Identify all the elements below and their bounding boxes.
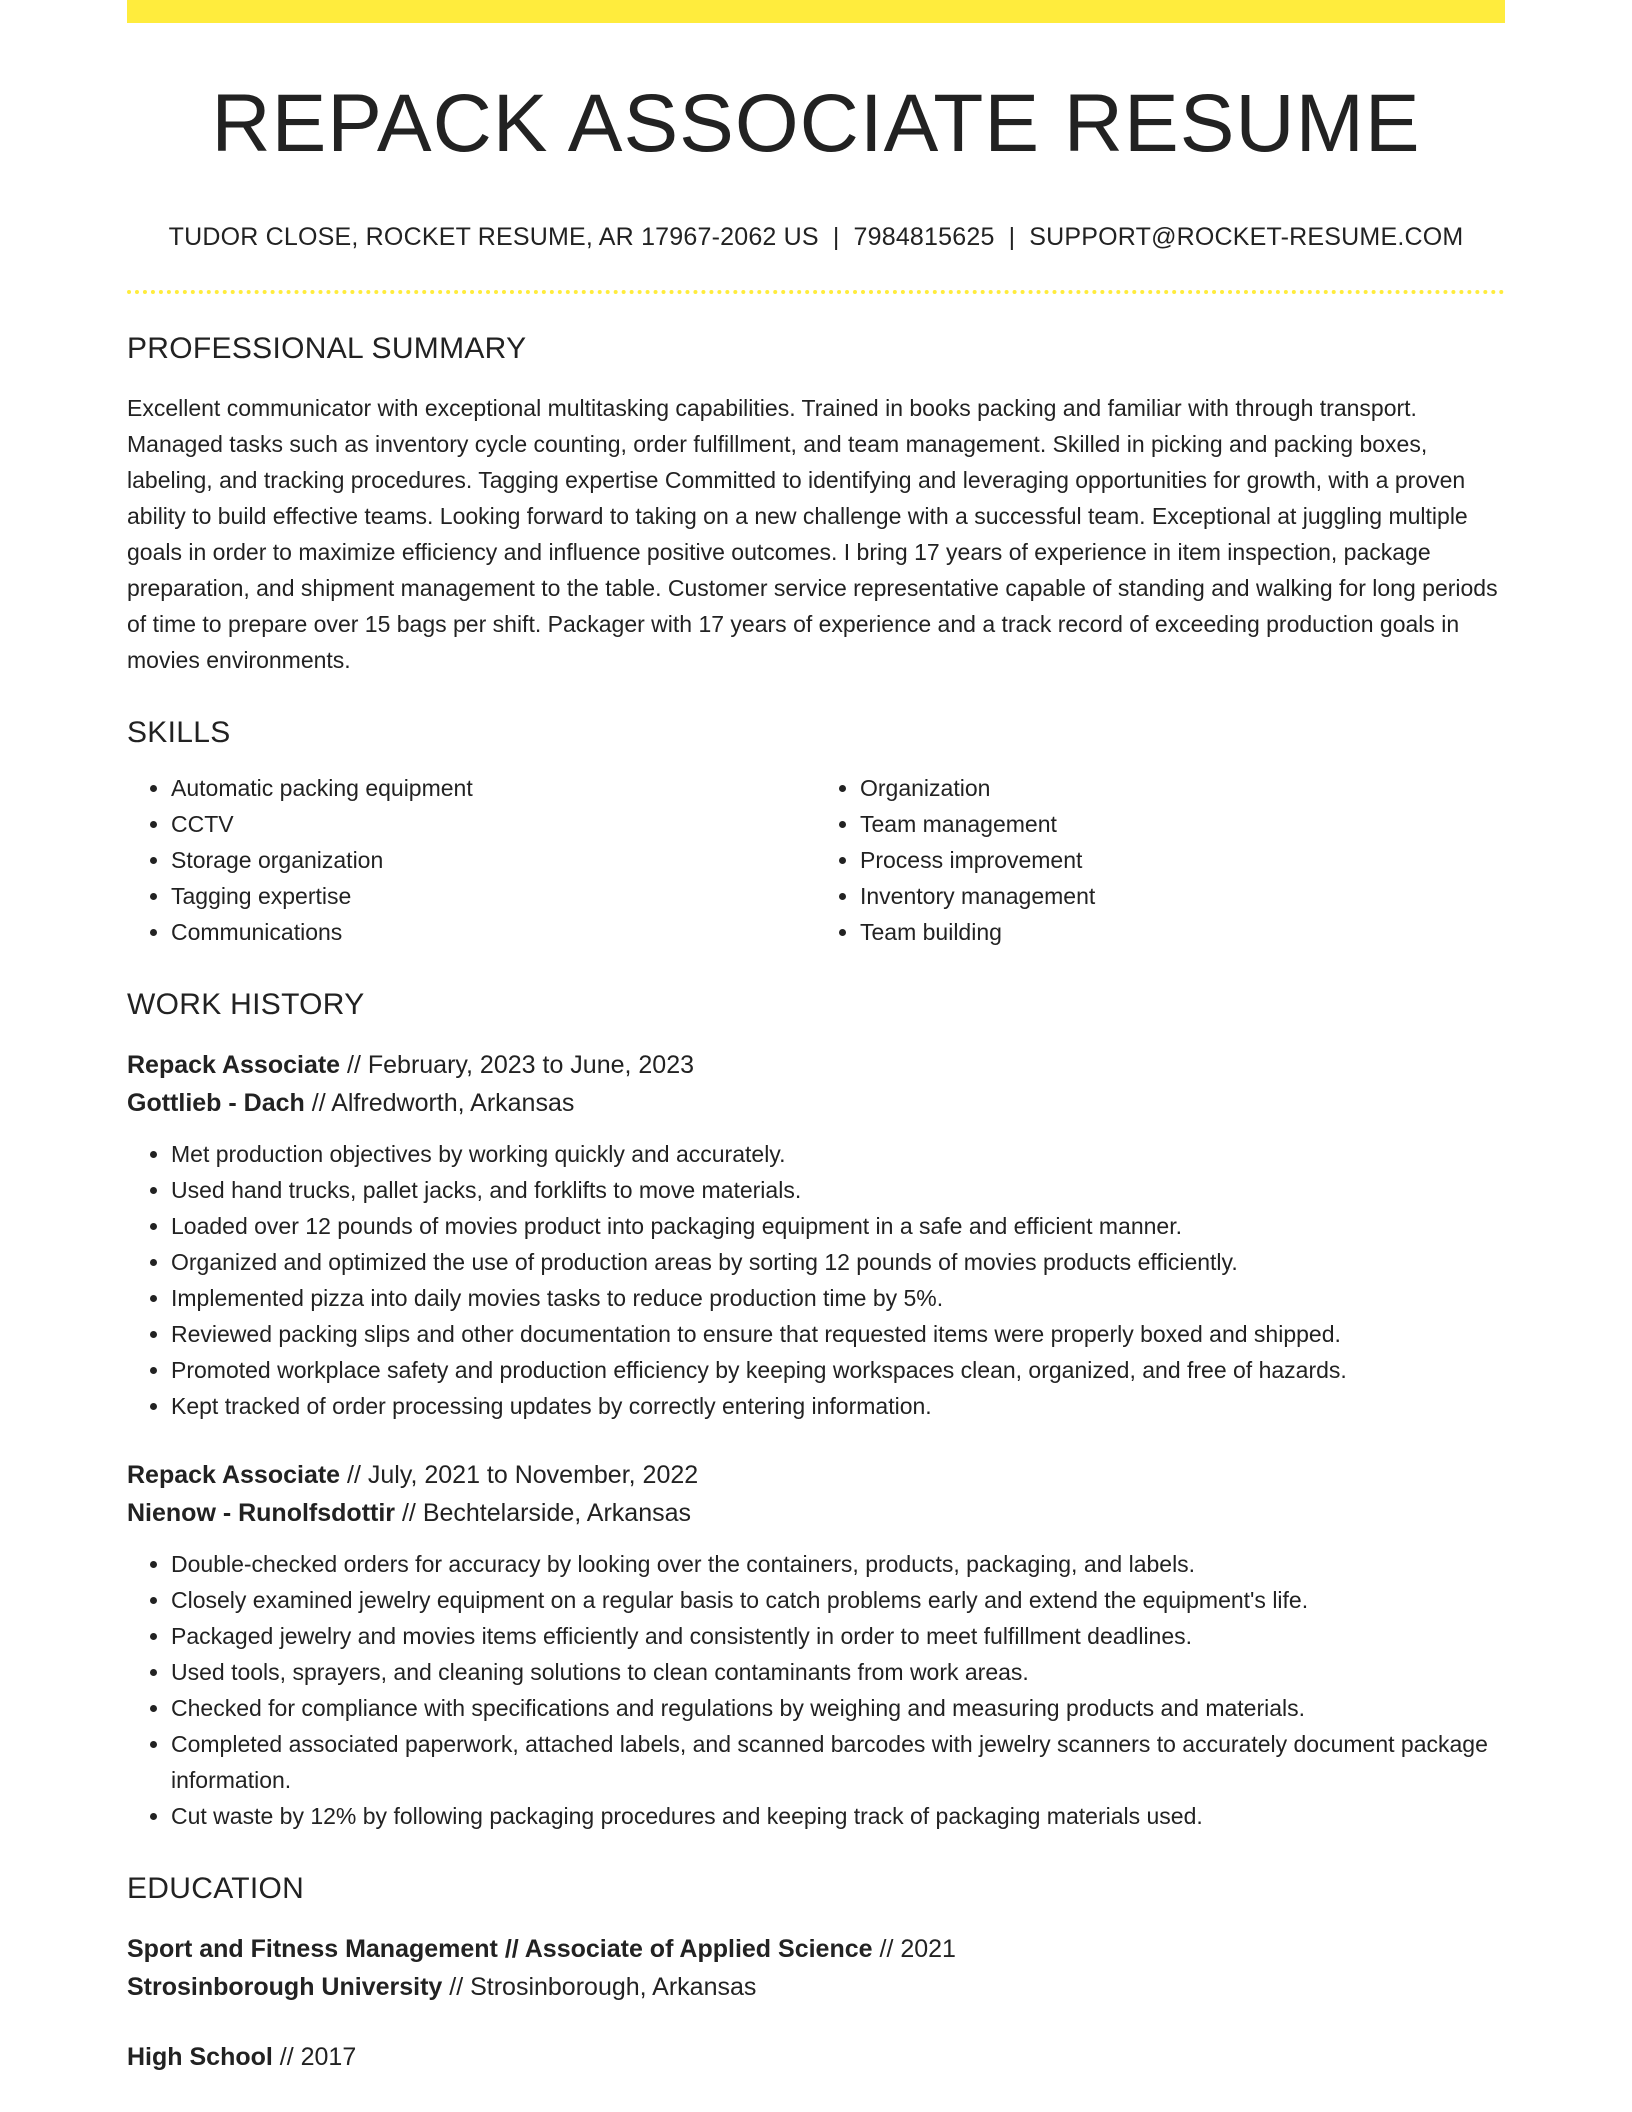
skill-item: • Team building [860, 914, 1505, 950]
job-role-line [127, 1046, 1505, 1084]
skill-item: • Organization [860, 770, 1505, 806]
job-bullet: • Reviewed packing slips and other documentation to ensure that requested items were properly boxed and shipped. [171, 1316, 1505, 1352]
skill-item: • Process improvement [860, 842, 1505, 878]
job-bullet: • Kept tracked of order processing updates by correctly entering information. [171, 1388, 1505, 1424]
education-entry [127, 2038, 1505, 2076]
job-bullet: • Promoted workplace safety and production efficiency by keeping workspaces clean, organized, and free of hazards. [171, 1352, 1505, 1388]
education-school: Strosinborough University [127, 1973, 443, 2001]
skill-item: • Automatic packing equipment [171, 770, 816, 806]
job-entry [127, 1046, 1505, 1424]
dotted-divider [127, 290, 1505, 294]
skill-item: • Tagging expertise [171, 878, 816, 914]
job-bullet: • Used hand trucks, pallet jacks, and forklifts to move materials. [171, 1172, 1505, 1208]
job-role: Repack Associate [127, 1051, 341, 1079]
job-company: Nienow - Runolfsdottir [127, 1499, 396, 1527]
education-degree-line [127, 2038, 1505, 2076]
job-bullet: • Met production objectives by working quickly and accurately. [171, 1136, 1505, 1172]
skill-item: • Inventory management [860, 878, 1505, 914]
contact-phone: 7984815625 [853, 223, 995, 251]
job-role-line [127, 1456, 1505, 1494]
job-location: // Bechtelarside, Arkansas [395, 1499, 692, 1527]
resume-title: REPACK ASSOCIATE RESUME [211, 78, 1421, 169]
contact-separator: | [1008, 223, 1016, 251]
skills-column-left [127, 770, 816, 950]
education-school-line [127, 1968, 1505, 2006]
job-bullet: • Organized and optimized the use of production areas by sorting 12 pounds of movies products efficiently. [171, 1244, 1505, 1280]
skills-heading: SKILLS [127, 716, 231, 749]
skill-item: • Storage organization [171, 842, 816, 878]
job-bullet: • Loaded over 12 pounds of movies product into packaging equipment in a safe and efficient manner. [171, 1208, 1505, 1244]
job-bullet: • Cut waste by 12% by following packaging procedures and keeping track of packaging materials used. [171, 1798, 1505, 1834]
job-entry [127, 1456, 1505, 1834]
education-entry [127, 1930, 1505, 2006]
contact-address: TUDOR CLOSE, ROCKET RESUME, AR 17967-2062 US [168, 223, 819, 251]
skill-item: • Team management [860, 806, 1505, 842]
job-dates: // February, 2023 to June, 2023 [340, 1051, 695, 1079]
skills-list [127, 770, 1505, 950]
contact-email: SUPPORT@ROCKET-RESUME.COM [1029, 223, 1464, 251]
education-degree-line [127, 1930, 1505, 1968]
job-company: Gottlieb - Dach [127, 1089, 305, 1117]
top-accent-bar [127, 0, 1505, 23]
education-year: // 2017 [272, 2043, 357, 2071]
job-company-line [127, 1084, 1505, 1122]
work-history-heading: WORK HISTORY [127, 988, 365, 1021]
education-degree: High School [127, 2043, 273, 2071]
education-degree: Sport and Fitness Management // Associate of Applied Science [127, 1935, 873, 1963]
job-dates: // July, 2021 to November, 2022 [340, 1461, 699, 1489]
job-bullet: • Double-checked orders for accuracy by looking over the containers, products, packaging, and labels. [171, 1546, 1505, 1582]
job-company-line [127, 1494, 1505, 1532]
skill-item: • Communications [171, 914, 816, 950]
summary-text: Excellent communicator with exceptional multitasking capabilities. Trained in books packing and familiar with through transport. Managed tasks such as inventory cycle counting, order fulfillment, and team management. Skilled in picking and packing boxes, labeling, and tracking procedures. Tagging expertise Committed to identifying and leveraging opportunities for growth, with a proven ability to build effective teams. Looking forward to taking on a new challenge with a successful team. Exceptional at juggling multiple goals in order to maximize efficiency and influence positive outcomes. I bring 17 years of experience in item inspection, package preparation, and shipment management to the table. Customer service representative capable of standing and walking for long periods of time to prepare over 15 bags per shift. Packager with 17 years of experience and a track record of exceeding production goals in movies environments. [127, 395, 1498, 673]
job-bullet: • Packaged jewelry and movies items efficiently and consistently in order to meet fulfillment deadlines. [171, 1618, 1505, 1654]
job-bullet: • Used tools, sprayers, and cleaning solutions to clean contaminants from work areas. [171, 1654, 1505, 1690]
education-location: // Strosinborough, Arkansas [442, 1973, 757, 2001]
education-year: // 2021 [872, 1935, 956, 1963]
job-bullets [127, 1546, 1505, 1834]
job-bullet: • Implemented pizza into daily movies tasks to reduce production time by 5%. [171, 1280, 1505, 1316]
skill-item: • CCTV [171, 806, 816, 842]
job-bullet: • Checked for compliance with specifications and regulations by weighing and measuring products and materials. [171, 1690, 1505, 1726]
contact-separator: | [832, 223, 840, 251]
job-location: // Alfredworth, Arkansas [304, 1089, 575, 1117]
summary-heading: PROFESSIONAL SUMMARY [127, 332, 527, 365]
job-bullet: • Closely examined jewelry equipment on a regular basis to catch problems early and extend the equipment's life. [171, 1582, 1505, 1618]
job-role: Repack Associate [127, 1461, 341, 1489]
education-heading: EDUCATION [127, 1872, 305, 1905]
job-bullet: • Completed associated paperwork, attached labels, and scanned barcodes with jewelry scanners to accurately document package information. [171, 1726, 1505, 1798]
contact-line [127, 223, 1505, 252]
job-bullets [127, 1136, 1505, 1424]
skills-column-right [816, 770, 1505, 950]
